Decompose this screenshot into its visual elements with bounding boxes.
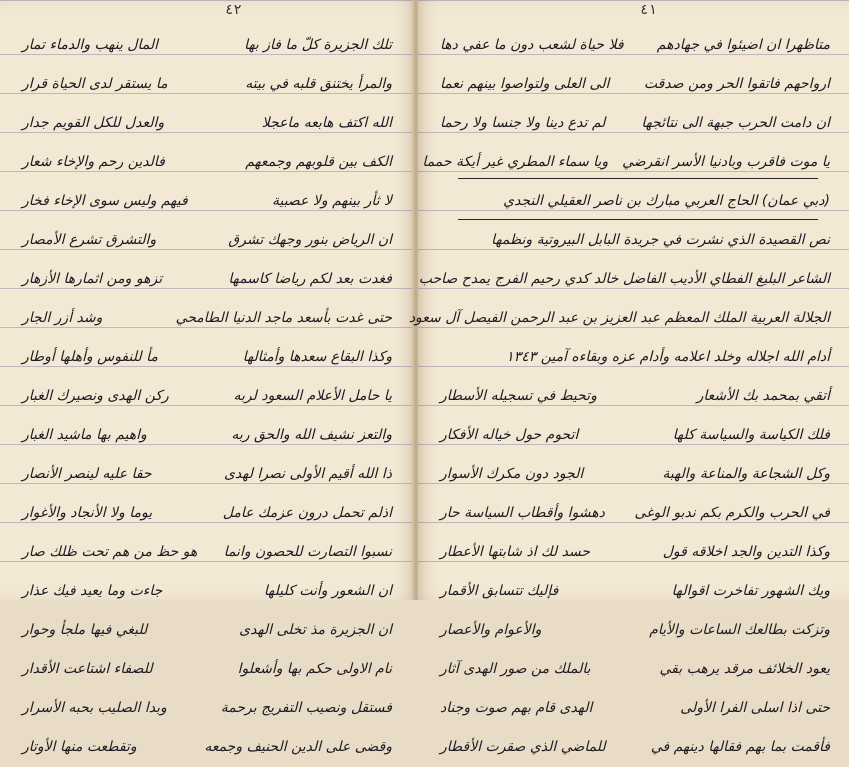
first-hemistich: فلك الكياسة والسياسة كلها: [672, 427, 830, 443]
verse-line: [22, 377, 392, 416]
second-hemistich: بالملك من صور الهدى آثار: [440, 661, 591, 677]
second-hemistich: فيهم وليس سوى الإخاء فخار: [22, 193, 188, 209]
verse-line: [22, 650, 392, 689]
verse-line: [22, 728, 392, 767]
second-hemistich: ويا سماء المطري غير أيكة حمما: [422, 154, 609, 170]
first-hemistich: تلك الجزيرة كلّ ما فاز بها: [244, 37, 392, 53]
second-hemistich: تزهو ومن اثمارها الأزهار: [22, 271, 163, 287]
prose-line: نص القصيدة الذي نشرت في جريدة البابل البيروتية ونظمها: [491, 232, 830, 248]
second-hemistich: دهشوا وأقطاب السياسة حار: [440, 505, 605, 521]
second-hemistich: للصفاء اشتاعت الأقدار: [22, 661, 153, 677]
first-hemistich: يعود الخلائف مرقد يرهب بقي: [659, 661, 830, 677]
first-hemistich: متاظهرا ان اضيئوا في جهادهم: [656, 37, 830, 53]
first-hemistich: في الحرب والكرم بكم ندبو الوغى: [634, 505, 830, 521]
second-hemistich: والعدل للكل القويم جدار: [22, 115, 165, 131]
first-hemistich: يا حامل الأعلام السعود لربه: [233, 388, 392, 404]
second-hemistich: والأعوام والأعصار: [440, 622, 542, 638]
second-hemistich: اتحوم حول خياله الأفكار: [440, 427, 579, 443]
verse-line: [440, 572, 830, 611]
verse-line: [440, 65, 830, 104]
first-hemistich: فستقل ونصيب التفريج برحمة: [220, 700, 392, 716]
first-hemistich: ويك الشهور تفاخرت اقوالها: [671, 583, 830, 599]
first-hemistich: والتعز نشيف الله والحق ربه: [231, 427, 392, 443]
verse-line: [22, 572, 392, 611]
verse-line: [440, 533, 830, 572]
verse-line: [22, 455, 392, 494]
verse-line: [422, 143, 830, 182]
verse-line: [22, 182, 392, 221]
second-hemistich: يوما ولا الأنجاد والأغوار: [22, 505, 153, 521]
first-hemistich: ارواحهم فاتقوا الحر ومن صدقت: [643, 76, 830, 92]
first-hemistich: ان دامت الحرب جبهة الى نتائجها: [641, 115, 830, 131]
verse-line: [440, 455, 830, 494]
first-hemistich: وقضى على الدين الحنيف وجمعه: [204, 739, 392, 755]
second-hemistich: حسد لك اذ شابتها الأعطار: [440, 544, 591, 560]
verse-line: [22, 221, 392, 260]
first-hemistich: فأقمت بما بهم فقالها دينهم في: [650, 739, 830, 755]
rule-below-attribution: [458, 219, 818, 220]
verse-line: [440, 728, 830, 767]
prose-line: الجلالة العربية الملك المعظم عبد العزيز بن عبد الرحمن الفيصل آل سعود: [408, 310, 830, 326]
rule-above-attribution: [458, 178, 818, 179]
left-page: [0, 0, 414, 755]
second-hemistich: الهدى قام بهم صوت وجناد: [440, 700, 593, 716]
verse-line: [440, 377, 830, 416]
second-hemistich: والتشرق تشرع الأمصار: [22, 232, 157, 248]
second-hemistich: المال ينهب والدماء تمار: [22, 37, 158, 53]
second-hemistich: هو حظ من هم تحت ظلك صار: [22, 544, 198, 560]
second-hemistich: حقا عليه لينصر الأنصار: [22, 466, 152, 482]
verse-line: [440, 26, 830, 65]
first-hemistich: حتى غدت بأسعد ماجد الدنيا الطامحي: [175, 310, 392, 326]
first-hemistich: وكذا التدين والجد اخلاقه قول: [662, 544, 830, 560]
verse-line: [440, 494, 830, 533]
verse-line: [440, 689, 830, 728]
verse-line: [440, 104, 830, 143]
first-hemistich: نام الاولى حكم بها وأشعلوا: [237, 661, 392, 677]
second-hemistich: فلا حياة لشعب دون ما عفي دها: [440, 37, 624, 53]
verse-line: [22, 494, 392, 533]
first-hemistich: ذا الله أقيم الأولى نصرا لهدى: [223, 466, 392, 482]
first-hemistich: يا موت فاقرب وبادنيا الأسر انقرضي: [622, 154, 830, 170]
first-hemistich: حتى اذا اسلى الفرا الأولى: [680, 700, 830, 716]
verse-line: [22, 533, 392, 572]
first-hemistich: نسبوا التصارت للحصون وانما: [223, 544, 392, 560]
second-hemistich: وشد أزر الجار: [22, 310, 103, 326]
first-hemistich: أتقي بمحمد بك الأشعار: [696, 388, 830, 404]
second-hemistich: فإليك تتسابق الأقمار: [440, 583, 559, 599]
verse-line: [440, 611, 830, 650]
verse-line: [440, 416, 830, 455]
second-hemistich: وتقطعت منها الأوتار: [22, 739, 137, 755]
second-hemistich: وتحيط في تسجيله الأسطار: [440, 388, 597, 404]
page-number-left: ٤٢: [225, 2, 242, 18]
second-hemistich: لم تدع دينا ولا جنسا ولا رحما: [440, 115, 606, 131]
second-hemistich: الى العلى ولتواصوا بينهم نعما: [440, 76, 610, 92]
first-hemistich: ان الجزيرة مذ تخلى الهدى: [239, 622, 392, 638]
prose-line: أدام الله اجلاله وخلد اعلامه وأدام عزه وبقاءه آمين ١٣٤٣: [506, 349, 830, 365]
verse-line: [22, 611, 392, 650]
second-hemistich: للماضي الذي صقرت الأقطار: [440, 739, 606, 755]
second-hemistich: مأ للنفوس وأهلها أوطار: [22, 349, 158, 365]
first-hemistich: وكل الشجاعة والمناعة والهبة: [662, 466, 830, 482]
verse-line: [22, 104, 392, 143]
page-number-right: ٤١: [640, 2, 657, 18]
second-hemistich: الجود دون مكرك الأسوار: [440, 466, 584, 482]
first-hemistich: وكذا البقاع سعدها وأمثالها: [242, 349, 392, 365]
second-hemistich: للبغي فيها ملجأ وحوار: [22, 622, 148, 638]
first-hemistich: فغدت بعد لكم رياضا كاسمها: [228, 271, 392, 287]
verse-line: [22, 299, 392, 338]
second-hemistich: جاءت وما يعيد فيك عذار: [22, 583, 163, 599]
right-poem: [408, 26, 830, 767]
second-hemistich: فالدين رحم والإخاء شعار: [22, 154, 165, 170]
right-page: [408, 0, 849, 755]
first-hemistich: ان الرياض بنور وجهك تشرق: [228, 232, 392, 248]
first-hemistich: الكف بين قلوبهم وجمعهم: [245, 154, 392, 170]
first-hemistich: الله اكتف هابعه ماعجلا: [261, 115, 392, 131]
verse-line: [22, 416, 392, 455]
poem-attribution: (دبي عمان) الحاج العربي مبارك بن ناصر العقيلي النجدي: [503, 193, 830, 209]
verse-line: [22, 689, 392, 728]
verse-line: [22, 338, 392, 377]
first-hemistich: وتزكت بطالعك الساعات والأيام: [649, 622, 830, 638]
verse-line: [22, 26, 392, 65]
verse-line: [22, 143, 392, 182]
first-hemistich: ان الشعور وأنت كليلها: [263, 583, 392, 599]
prose-line: الشاعر البليغ الفطاي الأديب الفاضل خالد كدي رحيم الفرج يمدح صاحب: [418, 271, 830, 287]
verse-line: [22, 65, 392, 104]
first-hemistich: والمرأ يختنق قلبه في بيته: [245, 76, 392, 92]
second-hemistich: وبدا الصليب بحبه الأسرار: [22, 700, 167, 716]
second-hemistich: واهيم بها ماشيد الغبار: [22, 427, 147, 443]
first-hemistich: اذلم تحمل درون عزمك عامل: [222, 505, 392, 521]
left-poem: [22, 26, 392, 767]
first-hemistich: لا ثأر بينهم ولا عصبية: [271, 193, 392, 209]
verse-line: [440, 650, 830, 689]
second-hemistich: ما يستقر لدى الحياة قرار: [22, 76, 168, 92]
verse-line: [22, 260, 392, 299]
second-hemistich: ركن الهدى ونصيرك الغبار: [22, 388, 169, 404]
